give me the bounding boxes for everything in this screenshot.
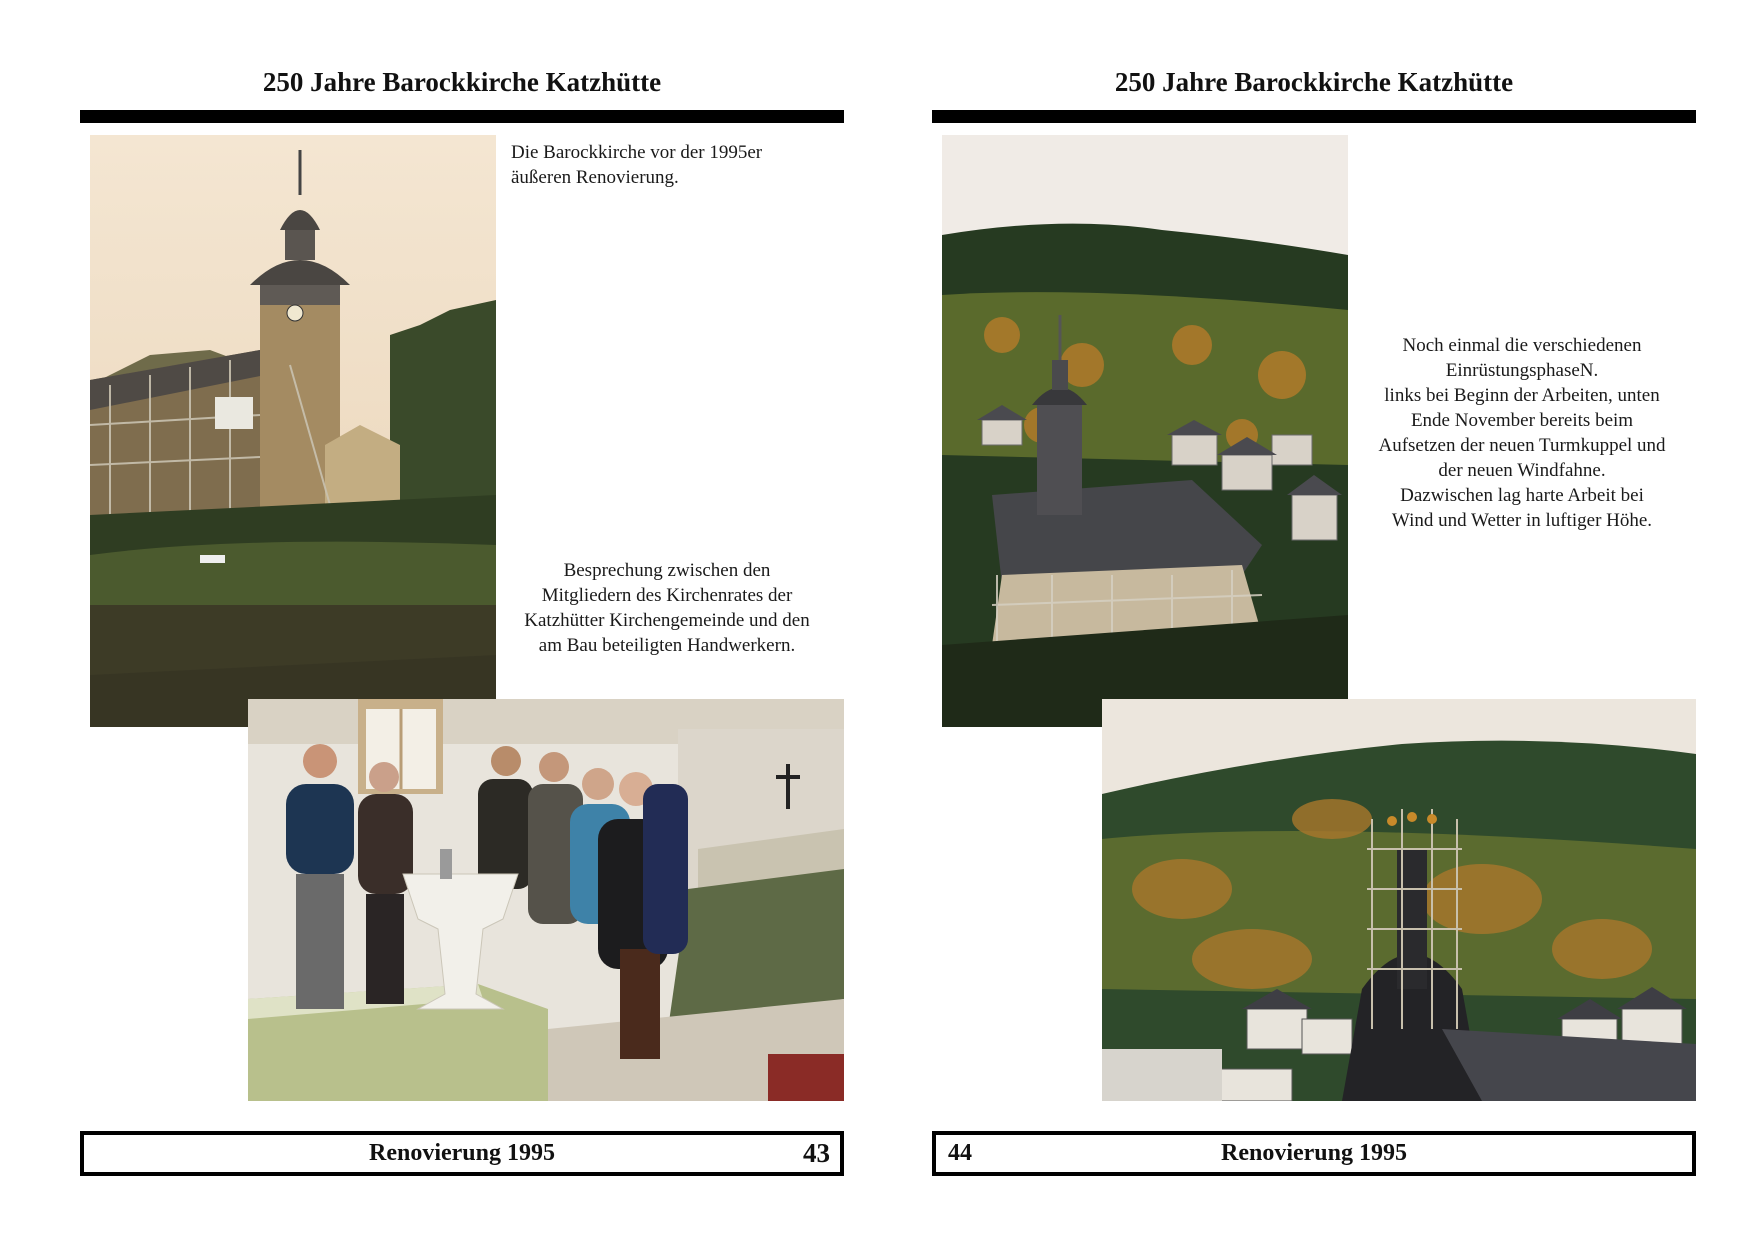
footer-title: Renovierung 1995 <box>369 1140 555 1166</box>
caption-line: äußeren Renovierung. <box>511 167 679 188</box>
caption-line: Die Barockkirche vor der 1995er <box>511 142 763 163</box>
valley-church-photo <box>942 135 1348 727</box>
caption-meeting <box>502 558 832 658</box>
caption-line: Ende November bereits beim <box>1410 410 1634 431</box>
church-interior-meeting-photo <box>248 699 844 1101</box>
caption-line: der neuen Windfahne. <box>1438 460 1606 481</box>
caption-line: Noch einmal die verschiedenen <box>1402 335 1642 356</box>
caption-line: Besprechung zwischen den <box>563 560 771 581</box>
caption-line: Katzhütter Kirchengemeinde und den <box>524 610 810 631</box>
page-footer <box>932 1131 1696 1176</box>
caption-line: Aufsetzen der neuen Turmkuppel und <box>1378 435 1666 456</box>
page-number: 43 <box>803 1138 830 1168</box>
header-rule <box>932 110 1696 123</box>
caption-church-before <box>511 140 831 190</box>
running-title: 250 Jahre Barockkirche Katzhütte <box>262 67 662 97</box>
footer-title: Renovierung 1995 <box>1221 1140 1407 1166</box>
right-page <box>877 0 1754 1240</box>
caption-scaffolding-phases <box>1347 333 1697 533</box>
caption-line: Dazwischen lag harte Arbeit bei <box>1400 485 1644 506</box>
page-footer <box>80 1131 844 1176</box>
page-number: 44 <box>948 1140 972 1166</box>
caption-line: am Bau beteiligten Handwerkern. <box>538 635 796 656</box>
caption-line: EinrüstungsphaseN. <box>1445 360 1599 381</box>
header-rule <box>80 110 844 123</box>
caption-line: Wind und Wetter in luftiger Höhe. <box>1391 510 1653 531</box>
running-title: 250 Jahre Barockkirche Katzhütte <box>1114 67 1514 97</box>
tower-dome-photo <box>1102 699 1696 1101</box>
caption-line: Mitgliedern des Kirchenrates der <box>541 585 793 606</box>
church-exterior-photo <box>90 135 496 727</box>
caption-line: links bei Beginn der Arbeiten, unten <box>1384 385 1660 406</box>
